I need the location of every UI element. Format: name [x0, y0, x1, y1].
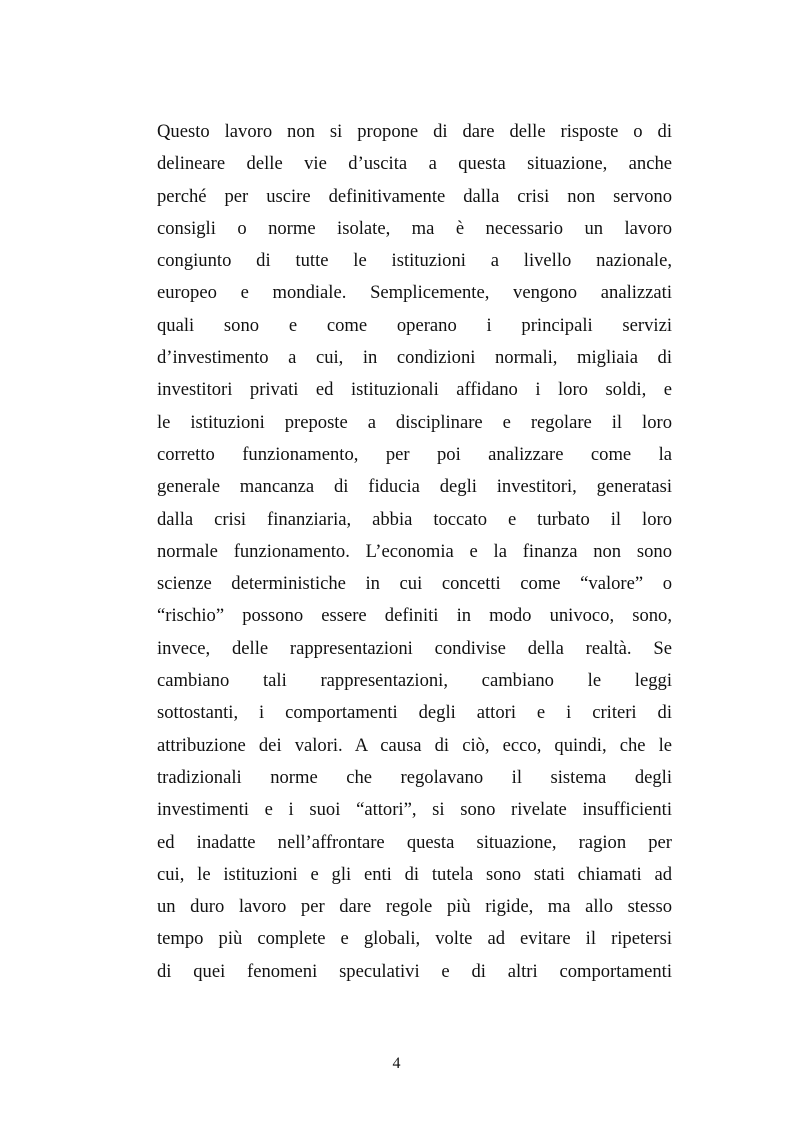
text-line: consigli o norme isolate, ma è necessario un lavoro — [157, 217, 672, 239]
body-paragraph — [157, 116, 672, 988]
text-line: investitori privati ed istituzionali affidano i loro soldi, e — [157, 379, 672, 401]
text-line: invece, delle rappresentazioni condivise della realtà. Se — [157, 637, 672, 659]
page-number: 4 — [392, 1055, 401, 1072]
text-line: tempo più complete e globali, volte ad evitare il ripetersi — [157, 928, 672, 950]
text-line: cui, le istituzioni e gli enti di tutela sono stati chiamati ad — [157, 863, 672, 885]
text-line: ed inadatte nell’affrontare questa situazione, ragion per — [157, 831, 672, 853]
text-line: d’investimento a cui, in condizioni normali, migliaia di — [157, 347, 672, 369]
text-line: perché per uscire definitivamente dalla crisi non servono — [157, 185, 672, 207]
text-line: normale funzionamento. L’economia e la finanza non sono — [157, 540, 672, 562]
text-line: attribuzione dei valori. A causa di ciò, ecco, quindi, che le — [157, 734, 672, 756]
text-line: dalla crisi finanziaria, abbia toccato e turbato il loro — [157, 508, 672, 530]
text-line: “rischio” possono essere definiti in modo univoco, sono, — [157, 605, 672, 627]
text-line: cambiano tali rappresentazioni, cambiano le leggi — [157, 670, 672, 692]
text-line: congiunto di tutte le istituzioni a livello nazionale, — [157, 250, 672, 272]
text-line: sottostanti, i comportamenti degli attori e i criteri di — [157, 702, 672, 724]
text-line: un duro lavoro per dare regole più rigide, ma allo stesso — [157, 896, 672, 918]
text-line: tradizionali norme che regolavano il sistema degli — [157, 766, 672, 788]
text-line: generale mancanza di fiducia degli investitori, generatasi — [157, 476, 672, 498]
text-line: Questo lavoro non si propone di dare delle risposte o di — [157, 121, 672, 142]
text-line: europeo e mondiale. Semplicemente, vengono analizzati — [157, 282, 672, 304]
text-line: investimenti e i suoi “attori”, si sono rivelate insufficienti — [157, 799, 672, 821]
text-line: delineare delle vie d’uscita a questa situazione, anche — [157, 153, 672, 175]
text-line: quali sono e come operano i principali servizi — [157, 314, 672, 336]
text-line: scienze deterministiche in cui concetti come “valore” o — [157, 573, 672, 595]
text-line: corretto funzionamento, per poi analizzare come la — [157, 443, 672, 465]
text-line: le istituzioni preposte a disciplinare e regolare il loro — [157, 411, 672, 433]
text-line: di quei fenomeni speculativi e di altri comportamenti — [157, 960, 672, 982]
